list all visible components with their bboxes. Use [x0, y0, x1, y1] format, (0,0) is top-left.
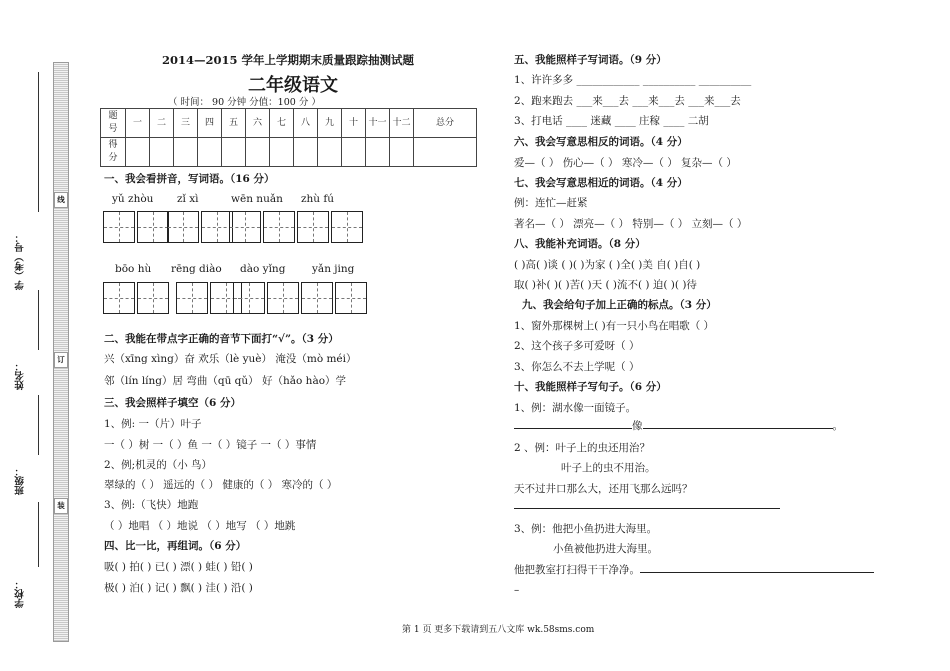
section10-example2b: 叶子上的虫不用治。: [561, 462, 656, 474]
col-7: 七: [270, 109, 294, 138]
label-char: 得: [108, 140, 118, 150]
score-value-row: [101, 138, 477, 167]
score-row-label: [101, 138, 126, 167]
score-cell[interactable]: [294, 138, 318, 167]
page-footer: 第 1 页 更多下载请到五八文库 wk.58sms.com: [402, 625, 595, 635]
seal-tag-bind: 订: [54, 352, 68, 368]
subject-title: 二年级语文: [248, 75, 338, 96]
answer-blank[interactable]: [643, 428, 833, 429]
col-5: 五: [222, 109, 246, 138]
question3-text: 他把教室打扫得干干净净。: [514, 564, 640, 576]
col-1: 一: [126, 109, 150, 138]
score-cell[interactable]: [174, 138, 198, 167]
section8-title: 八、我能补充词语。（8 分）: [514, 238, 646, 250]
pinyin: bōo hù: [115, 263, 152, 275]
section4-line: 吸( ) 拍( ) 已( ) 漂( ) 蛙( ) 铅( ): [104, 561, 253, 573]
section5-line: 2、跑来跑去 ___来___去 ___来___去 ___来___去: [514, 95, 741, 107]
tianzi-pair[interactable]: [103, 211, 171, 243]
class-label: 班级：: [15, 466, 26, 495]
score-cell[interactable]: [318, 138, 342, 167]
section4-line: 极( ) 泊( ) 记( ) 飘( ) 洼( ) 沿( ): [104, 582, 253, 594]
field-line: [38, 72, 39, 212]
section9-line: 1、窗外那棵树上( )有一只小鸟在唱歌（ ）: [514, 320, 715, 332]
field-line: [38, 502, 39, 567]
answer-blank[interactable]: [640, 572, 874, 573]
answer-blank[interactable]: [514, 496, 780, 509]
section10-example2: 2 、例：叶子上的虫还用治？: [514, 442, 651, 454]
section3-line: 2、例;机灵的（小 鸟）: [104, 459, 213, 471]
col-12: 十二: [390, 109, 414, 138]
pinyin: zǐ xì: [177, 193, 199, 205]
school-label: 学校：: [15, 579, 26, 608]
section10-question2: 天不过井口那么大，还用飞那么远吗？: [514, 483, 693, 495]
section4-title: 四、比一比，再组词。（6 分）: [104, 540, 247, 552]
pinyin: wēn nuǎn: [231, 193, 283, 205]
section3-line: 一（ ）树 一（ ）鱼 一（ ）镜子 一（ ）事情: [104, 439, 317, 451]
label-char: 分: [108, 153, 118, 163]
tianzi-pair[interactable]: [103, 282, 171, 314]
section5-line: 1、许许多多 ____________ __________ __________: [514, 74, 752, 86]
col-6: 六: [246, 109, 270, 138]
section10-question3[interactable]: [514, 562, 874, 577]
tianzi-pair[interactable]: [297, 211, 365, 243]
answer-blank[interactable]: [514, 428, 632, 429]
tianzi-pair[interactable]: [233, 282, 301, 314]
student-id-label: 学（考）号：: [15, 233, 26, 290]
col-4: 四: [198, 109, 222, 138]
tianzi-pair[interactable]: [229, 211, 297, 243]
section5-line: 3、打电话 ____ 迷藏 ____ 庄稼 ____ 二胡: [514, 115, 709, 127]
score-cell[interactable]: [342, 138, 366, 167]
section7-line: 著名—（ ） 漂亮—（ ） 特别—（ ） 立刻—（ ）: [514, 218, 748, 230]
pinyin: rēng diào: [171, 263, 222, 275]
score-cell[interactable]: [390, 138, 414, 167]
section3-line: （ ）地唱 （ ）地说 （ ）地写 （ ）地跳: [104, 520, 296, 532]
section1-title: 一、我会看拼音，写词语。（16 分）: [104, 173, 275, 185]
pinyin: yǎn jing: [312, 263, 355, 275]
score-cell[interactable]: [126, 138, 150, 167]
exam-title: 2014—2015 学年上学期期末质量跟踪抽测试题: [162, 53, 415, 67]
tianzi-pair[interactable]: [301, 282, 369, 314]
score-row-label: [101, 109, 126, 138]
section10-tail: –: [514, 584, 520, 596]
field-line: [38, 290, 39, 350]
pinyin: yǔ zhòu: [112, 193, 154, 205]
label-char: 号: [108, 124, 118, 134]
col-11: 十一: [366, 109, 390, 138]
seal-tag-line: 线: [54, 192, 68, 208]
section5-title: 五、我能照样子写词语。（9 分）: [514, 54, 667, 66]
answer1-mid: 像: [632, 420, 643, 432]
col-total: 总分: [414, 109, 477, 138]
pinyin: zhù fú: [301, 193, 335, 205]
section3-line: 1、例: 一（片）叶子: [104, 418, 202, 430]
score-cell[interactable]: [198, 138, 222, 167]
section8-line: 取( )补( )( )苦( )天 ( )流不( ) 迫( )( )待: [514, 279, 697, 291]
col-9: 九: [318, 109, 342, 138]
section7-title: 七、我会写意思相近的词语。（4 分）: [514, 177, 688, 189]
score-cell[interactable]: [150, 138, 174, 167]
section3-line: 翠绿的（ ） 遥远的（ ） 健康的（ ） 寒冷的（ ）: [104, 479, 338, 491]
section3-title: 三、我会照样子填空（6 分）: [104, 397, 241, 409]
section2-line: 邻（lín líng）居 弯曲（qū qǔ） 好（hǎo hào）学: [104, 375, 347, 387]
col-8: 八: [294, 109, 318, 138]
section6-title: 六、我会写意思相反的词语。（4 分）: [514, 136, 688, 148]
section6-line: 爱—（ ） 伤心—（ ） 寒冷—（ ） 复杂—（ ）: [514, 157, 737, 169]
section10-example3: 3、例：他把小鱼扔进大海里。: [514, 523, 658, 535]
section10-example3b: 小鱼被他扔进大海里。: [553, 543, 658, 555]
col-3: 三: [174, 109, 198, 138]
pinyin: dào yǐng: [240, 263, 286, 275]
score-cell[interactable]: [246, 138, 270, 167]
label-char: 题: [108, 111, 118, 121]
score-cell[interactable]: [366, 138, 390, 167]
score-cell[interactable]: [222, 138, 246, 167]
col-10: 十: [342, 109, 366, 138]
section2-title: 二、我能在带点字正确的音节下面打“√”。（3 分）: [104, 333, 339, 345]
seal-tag-pack: 装: [54, 498, 68, 514]
section10-example1: 1、例：湖水像一面镜子。: [514, 402, 637, 414]
col-2: 二: [150, 109, 174, 138]
section7-line: 例：连忙—赶紧: [514, 197, 588, 209]
section9-line: 2、这个孩子多可爱呀（ ）: [514, 340, 640, 352]
score-cell[interactable]: [270, 138, 294, 167]
score-header-row: [101, 109, 477, 138]
field-line: [38, 395, 39, 455]
score-cell-total[interactable]: [414, 138, 477, 167]
answer1-end: 。: [832, 420, 843, 432]
section2-line: 兴（xīng xìng）奋 欢乐（lè yuè） 淹没（mò méi）: [104, 353, 357, 365]
section9-title: 九、我会给句子加上正确的标点。（3 分）: [522, 299, 717, 311]
section8-line: ( )高( )谈 ( )( )为家 ( )全( )美 自( )自( ): [514, 259, 701, 271]
section3-line: 3、例:（飞快）地跑: [104, 499, 199, 511]
tianzi-pair[interactable]: [167, 211, 235, 243]
section10-answer1[interactable]: [514, 418, 843, 433]
score-table: [100, 108, 477, 167]
exam-meta: （ 时间： 90 分钟 分值：100 分 ）: [168, 97, 321, 108]
section10-title: 十、我能照样子写句子。（6 分）: [514, 381, 667, 393]
section9-line: 3、你怎么不去上学呢（ ）: [514, 361, 640, 373]
name-label: 姓名：: [15, 361, 26, 390]
